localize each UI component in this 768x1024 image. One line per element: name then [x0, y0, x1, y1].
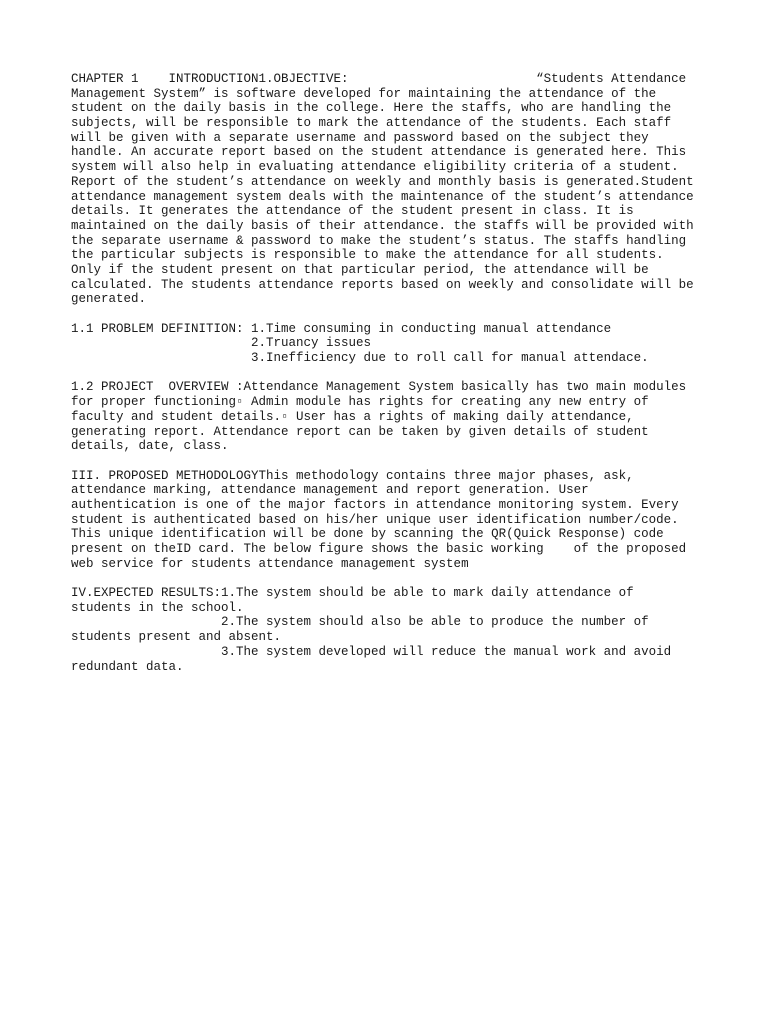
- document-page: [71, 72, 711, 674]
- text-line: III. PROPOSED METHODOLOGYThis methodology contains three major phases, ask,: [71, 468, 634, 483]
- text-line: 3.The system developed will reduce the manual work and avoid: [71, 644, 672, 659]
- text-line: details. It generates the attendance of the student present in class. It is: [71, 204, 634, 219]
- text-line: web service for students attendance management system: [71, 556, 469, 571]
- text-line: CHAPTER 1 INTRODUCTION1.OBJECTIVE: “Students Attendance: [71, 72, 687, 86]
- text-line: faculty and student details.▫ User has a rights of making daily attendance,: [71, 409, 634, 424]
- text-line: present on theID card. The below figure shows the basic working of the proposed: [71, 542, 687, 556]
- text-line: students in the school.: [71, 600, 244, 615]
- text-line: 2.The system should also be able to produce the number of: [71, 615, 649, 630]
- text-line: student on the daily basis in the college. Here the staffs, who are handling the: [71, 101, 672, 116]
- text-line: system will also help in evaluating attendance eligibility criteria of a student.: [71, 160, 679, 175]
- text-line: IV.EXPECTED RESULTS:1.The system should be able to mark daily attendance of: [71, 586, 634, 601]
- text-line: attendance marking, attendance management and report generation. User: [71, 483, 589, 498]
- paragraph-spacer: [71, 454, 711, 469]
- section-problem-definition: [71, 322, 711, 366]
- text-line: 3.Inefficiency due to roll call for manual attendace.: [71, 351, 649, 366]
- text-line: 1.2 PROJECT OVERVIEW :Attendance Management System basically has two main modules: [71, 380, 687, 395]
- paragraph-spacer: [71, 307, 711, 322]
- text-line: attendance management system deals with the maintenance of the student’s attendance: [71, 189, 694, 204]
- text-line: redundant data.: [71, 659, 184, 674]
- text-line: for proper functioning▫ Admin module has rights for creating any new entry of: [71, 395, 649, 410]
- paragraph-spacer: [71, 366, 711, 381]
- text-line: generated.: [71, 292, 147, 307]
- text-line: details, date, class.: [71, 439, 229, 454]
- text-line: calculated. The students attendance reports based on weekly and consolidate will be: [71, 277, 694, 292]
- text-line: the particular subjects is responsible to make the attendance for all students.: [71, 248, 664, 263]
- section-intro: [71, 72, 711, 307]
- text-line: authentication is one of the major factors in attendance monitoring system. Every: [71, 497, 679, 512]
- text-line: the separate username & password to make the student’s status. The staffs handling: [71, 233, 687, 248]
- section-project-overview: [71, 380, 711, 453]
- text-line: 1.1 PROBLEM DEFINITION: 1.Time consuming in conducting manual attendance: [71, 321, 612, 336]
- text-line: Only if the student present on that particular period, the attendance will be: [71, 262, 649, 277]
- text-line: This unique identification will be done by scanning the QR(Quick Response) code: [71, 527, 664, 542]
- text-line: will be given with a separate username and password based on the subject they: [71, 130, 649, 145]
- text-line: handle. An accurate report based on the student attendance is generated here. This: [71, 145, 687, 160]
- text-line: student is authenticated based on his/her unique user identification number/code.: [71, 512, 679, 527]
- text-line: students present and absent.: [71, 630, 282, 645]
- text-line: maintained on the daily basis of their attendance. the staffs will be provided with: [71, 218, 694, 233]
- text-line: subjects, will be responsible to mark the attendance of the students. Each staff: [71, 116, 672, 131]
- text-line: 2.Truancy issues: [71, 336, 372, 351]
- text-line: generating report. Attendance report can be taken by given details of student: [71, 424, 649, 439]
- text-line: Management System” is software developed for maintaining the attendance of the: [71, 86, 657, 101]
- section-expected-results: [71, 586, 711, 674]
- section-proposed-methodology: [71, 469, 711, 572]
- text-line: Report of the student’s attendance on weekly and monthly basis is generated.Student: [71, 174, 694, 189]
- paragraph-spacer: [71, 571, 711, 586]
